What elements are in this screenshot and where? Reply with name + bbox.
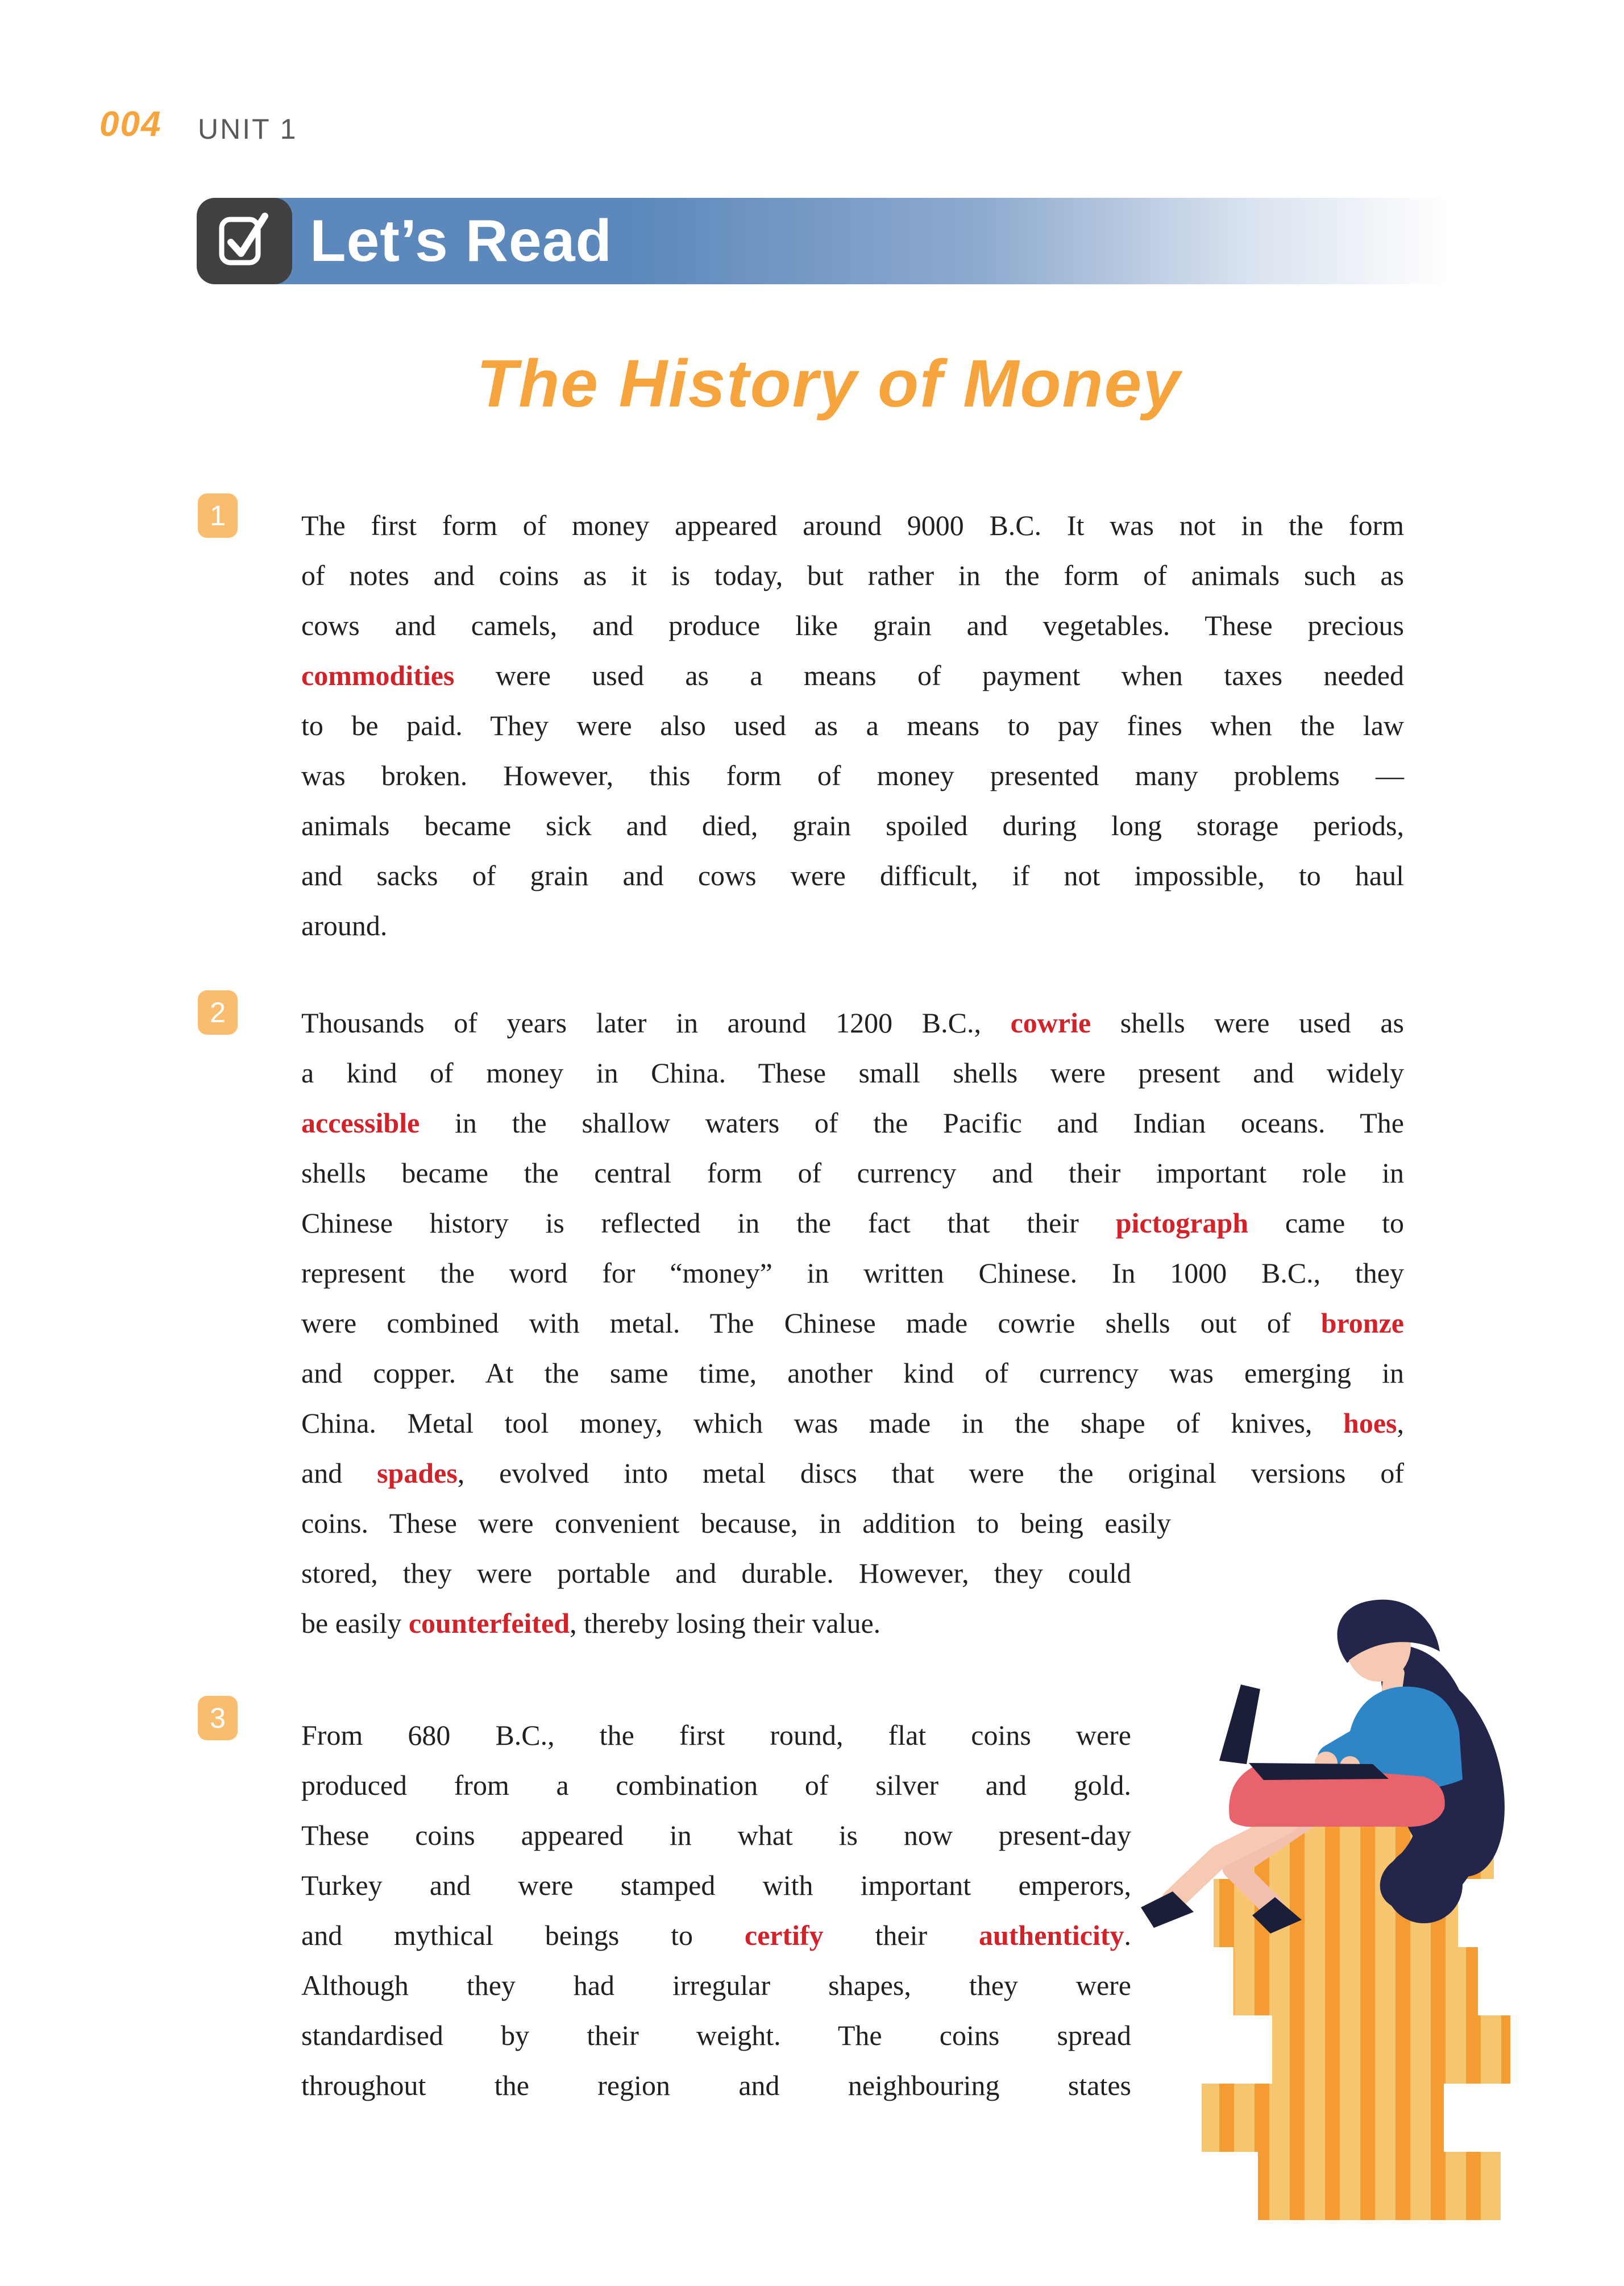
text-line: standardised by their weight. The coins spread	[301, 2019, 1131, 2051]
text-line: cows and camels, and produce like grain and vegetables. These precious	[301, 609, 1404, 641]
text-line: The first form of money appeared around 9000 B.C. It was not in the form	[301, 509, 1404, 541]
reading-paragraph-2	[301, 998, 1404, 1648]
vocabulary-highlight: hoes	[1343, 1407, 1397, 1439]
reading-paragraph-1	[301, 500, 1404, 951]
text-line: and copper. At the same time, another kind of currency was emerging in	[301, 1357, 1404, 1389]
vocabulary-highlight: commodities	[301, 659, 455, 691]
text-line: These coins appeared in what is now present-day	[301, 1819, 1131, 1851]
vocabulary-highlight: pictograph	[1115, 1207, 1249, 1239]
text-line: produced from a combination of silver and gold.	[301, 1769, 1131, 1801]
reading-paragraph-3	[301, 1710, 1131, 2110]
section-title: Let’s Read	[310, 208, 613, 274]
text-line: Chinese history is reflected in the fact that their pictograph came to	[301, 1207, 1404, 1239]
article-title: The History of Money	[476, 346, 1181, 421]
text-line: and sacks of grain and cows were difficult, if not impossible, to haul	[301, 860, 1404, 891]
text-line: to be paid. They were also used as a means to pay fines when the law	[301, 710, 1404, 741]
vocabulary-highlight: certify	[744, 1919, 824, 1951]
text-line: and spades, evolved into metal discs that were the original versions of	[301, 1457, 1405, 1489]
text-line: shells became the central form of currency and their important role in	[301, 1157, 1404, 1189]
vocabulary-highlight: authenticity	[978, 1919, 1124, 1951]
checkbox-check-icon	[213, 202, 276, 280]
paragraph-number-badge: 1	[198, 493, 238, 538]
text-line: throughout the region and neighbouring states	[301, 2069, 1131, 2101]
text-line: coins. These were convenient because, in addition to being easily	[301, 1507, 1171, 1539]
vocabulary-highlight: cowrie	[1010, 1007, 1091, 1039]
unit-label: UNIT 1	[198, 113, 298, 145]
text-line: Thousands of years later in around 1200 B.C., cowrie shells were used as	[301, 1007, 1405, 1039]
text-line: represent the word for “money” in written Chinese. In 1000 B.C., they	[301, 1257, 1404, 1289]
text-line: be easily counterfeited, thereby losing their value.	[301, 1607, 881, 1639]
text-line: around.	[301, 910, 388, 941]
vocabulary-highlight: spades	[377, 1457, 458, 1489]
section-banner-icon-box	[197, 198, 292, 284]
vocabulary-highlight: bronze	[1320, 1307, 1404, 1339]
vocabulary-highlight: accessible	[301, 1107, 420, 1139]
text-line: were combined with metal. The Chinese made cowrie shells out of bronze	[301, 1307, 1404, 1339]
page-number: 004	[99, 105, 162, 144]
text-line: and mythical beings to certify their authenticity.	[301, 1919, 1131, 1951]
text-line: Although they had irregular shapes, they were	[301, 1969, 1131, 2001]
text-line: accessible in the shallow waters of the Pacific and Indian oceans. The	[301, 1107, 1404, 1139]
text-line: commodities were used as a means of payment when taxes needed	[301, 659, 1404, 691]
paragraph-number-badge: 3	[198, 1696, 238, 1740]
illustration-woman-on-coins	[1128, 1589, 1515, 2226]
paragraph-number-badge: 2	[198, 990, 238, 1035]
text-line: stored, they were portable and durable. However, they could	[301, 1557, 1131, 1589]
vocabulary-highlight: counterfeited	[408, 1607, 570, 1639]
text-line: of notes and coins as it is today, but rather in the form of animals such as	[301, 559, 1404, 591]
text-line: China. Metal tool money, which was made in the shape of knives, hoes,	[301, 1407, 1404, 1439]
text-line: From 680 B.C., the first round, flat coins were	[301, 1719, 1131, 1751]
text-line: animals became sick and died, grain spoiled during long storage periods,	[301, 810, 1404, 841]
text-line: Turkey and were stamped with important emperors,	[301, 1869, 1131, 1901]
text-line: a kind of money in China. These small shells were present and widely	[301, 1057, 1404, 1089]
text-line: was broken. However, this form of money presented many problems —	[301, 760, 1404, 791]
